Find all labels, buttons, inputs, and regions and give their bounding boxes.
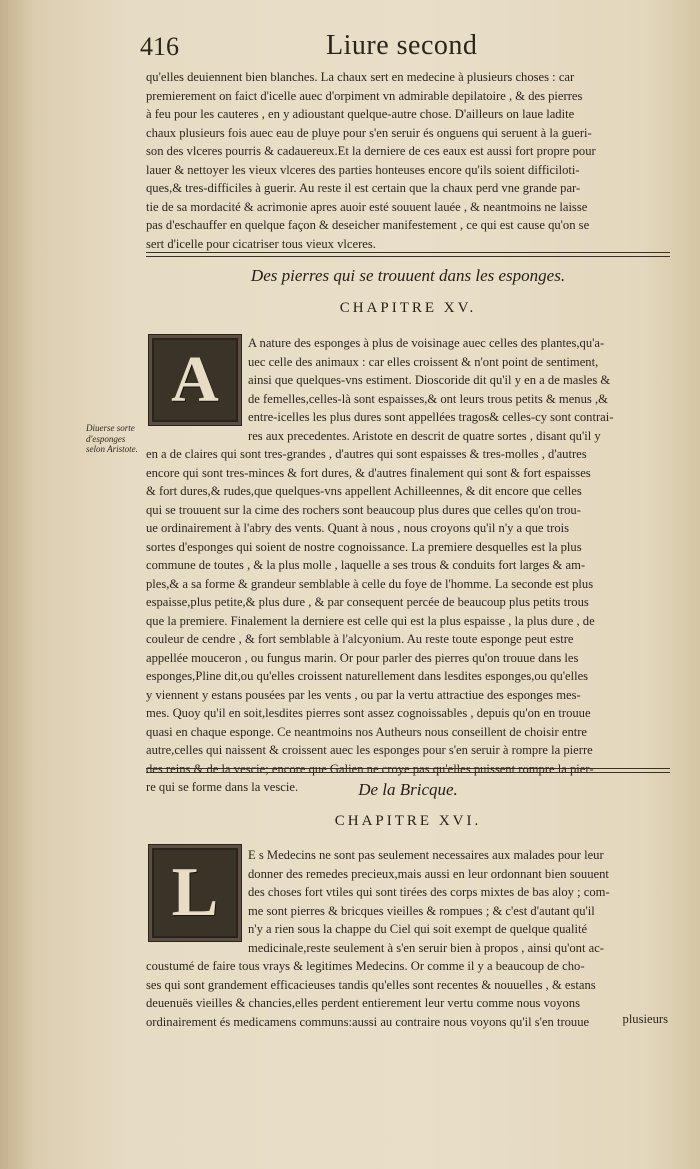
text-line: son des vlceres pourris & cadauereux.Et la derniere de ces eaux est aussi fort propre pour	[146, 144, 596, 158]
chapter-15-indented	[248, 334, 670, 445]
running-head: Liure second	[326, 30, 478, 61]
text-line: pas d'eschauffer en quelque façon & deseicher manifestement , ce qui est cause qu'on se	[146, 218, 590, 232]
text-line: uec celle des animaux : car elles croissent & n'ont point de sentiment,	[248, 354, 599, 369]
chapter-15-body	[146, 445, 670, 797]
dropcap-initial	[148, 844, 242, 942]
text-line: ue ordinairement à l'abry des vents. Quant à nous , nous croyons qu'il n'y a que trois	[146, 521, 570, 535]
text-line: res aux precedentes. Aristote en descrit de quatre sortes , disant qu'il y	[248, 428, 601, 443]
text-line: E s Medecins ne sont pas seulement necessaires aux malades pour leur	[248, 848, 604, 862]
text-line: espaisse,plus petite,& plus dure , & par consequent percée de beaucoup plus petits trous	[146, 595, 589, 609]
text-line: couleur de cendre , & fort semblable à l'alcyonium. Au reste toute esponge peut estre	[146, 632, 574, 646]
text-line: n'y a rien sous la chappe du Ciel qui soit exempt de quelque qualité	[248, 922, 588, 936]
section-rule	[146, 256, 670, 257]
text-line: re qui se forme dans la vescie.	[146, 780, 299, 794]
catchword: plusieurs	[622, 1012, 668, 1026]
page-header	[140, 30, 650, 64]
section-rule	[146, 772, 670, 773]
chapter-16-body	[146, 957, 670, 1031]
dropcap-letter: A	[171, 343, 219, 416]
text-line: encore qui sont tres-minces & fort dures, & d'autres finalement qui sont & fort espaisses	[146, 465, 591, 480]
text-line: de femelles,celles-là sont espaisses,& ont leurs trous petits & menus ,&	[248, 391, 608, 406]
text-line: chaux plusieurs fois auec eau de pluye pour s'en seruir és onguens qui seruent à la gueri-	[146, 125, 592, 140]
chapter-16-indented	[248, 846, 670, 957]
text-line: medicinale,reste seulement à s'en seruir bien à propos , ainsi qu'ont ac-	[248, 940, 604, 955]
text-line: & fort dures,& rudes,que quelques-vns appellent Achilleennes, & dit encore que celles	[146, 484, 582, 498]
text-line: y viennent y estans pousées par les vents , ou par la vertu attractiue des esponges mes-	[146, 687, 581, 702]
text-line: donner des remedes precieux,mais aussi en leur ordonnant bien souuent	[248, 866, 609, 881]
text-line: ques,& tres-difficiles à guerir. Au reste il est certain que la chaux perd vne grande par-	[146, 181, 581, 195]
text-line: ordinairement és medicamens communs:aussi au contraire nous voyons qu'il s'en trouue	[146, 1014, 590, 1029]
text-line: sert d'icelle pour cicatriser tous vieux vlceres.	[146, 236, 376, 251]
chapter-heading: CHAPITRE XV.	[339, 300, 477, 316]
text-line: ples,& a sa forme & grandeur semblable à celle du foye de l'homme. La seconde est plus	[146, 576, 594, 591]
text-line: commune de toutes , & la plus molle , laquelle a ses trous & conduits fort larges & am-	[146, 558, 586, 572]
text-line: deuenuës vieilles & chancies,elles perdent entierement leur vertu comme nous voyons	[146, 996, 580, 1010]
chapter-heading: CHAPITRE XVI.	[334, 813, 482, 829]
text-line: tie de sa mordacité & acrimonie apres auoir esté souuent lauée , & neantmoins ne laisse	[146, 199, 588, 214]
dropcap-letter: L	[171, 854, 219, 931]
text-line: esponges,Pline dit,ou qu'elles croissent naturellement dans lesdites esponges,ou qu'elles	[146, 669, 589, 683]
text-line: qui se trouuent sur la cime des rochers sont beaucoup plus dures que celles qu'on trou-	[146, 502, 581, 517]
text-line: ses qui sont grandement efficacieuses tandis qu'elles sont recentes & nouuelles , & estans	[146, 977, 596, 992]
section-title: Des pierres qui se trouuent dans les esponges.	[250, 266, 566, 285]
page-number: 416	[140, 32, 179, 61]
text-line: en a de claires qui sont tres-grandes , d'autres qui sont espaisses & tres-molles , d'autres	[146, 447, 587, 461]
section-title: De la Bricque.	[358, 780, 458, 799]
section-rule	[146, 768, 670, 769]
text-line: des choses fort vtiles qui sont tirées des corps mixtes de bas aloy ; com-	[248, 885, 610, 899]
text-line: appellée mouceron , ou fungus marin. Or pour parler des pierres qu'on trouue dans les	[146, 650, 579, 665]
margin-note: Diuerse sorte d'esponges selon Aristote.	[86, 423, 138, 454]
text-line: coustumé de faire tous vrays & legitimes Medecins. Or comme il y a beaucoup de cho-	[146, 959, 585, 973]
paragraph-top	[146, 68, 670, 253]
section-rule	[146, 252, 670, 253]
text-line: des reins & de la vescie; encore que Galien ne croye pas qu'elles puissent rompre la pier-	[146, 761, 594, 776]
text-line: lauer & nettoyer les vieux vlceres des parties honteuses encore qu'ils soient difficiloti-	[146, 162, 580, 177]
dropcap-initial	[148, 334, 242, 426]
text-line: à feu pour les cauteres , en y adioustant quelque-autre chose. D'ailleurs on laue ladite	[146, 107, 575, 121]
text-line: entre-icelles les plus dures sont appellées tragos& celles-cy sont contrai-	[248, 410, 614, 424]
text-line: premierement on faict d'icelle auec d'orpiment vn admirable depilatoire , & des pierres	[146, 88, 583, 103]
text-line: que la premiere. Finalement la derniere est celle qui est la plus espaisse , la plus dure , de	[146, 613, 595, 628]
text-line: quasi en chaque esponge. Ce neantmoins nos Autheurs nous conseillent de choisir entre	[146, 724, 588, 739]
text-line: sortes d'esponges qui soient de nostre cognoissance. La premiere desquelles est la plus	[146, 539, 582, 554]
text-line: qu'elles deuiennent bien blanches. La chaux sert en medecine à plusieurs choses : car	[146, 70, 575, 84]
text-line: ainsi que quelques-vns estiment. Dioscoride dit qu'il y en a de masles &	[248, 373, 611, 387]
text-line: A nature des esponges à plus de voisinage auec celles des plantes,qu'a-	[248, 336, 605, 350]
text-line: mes. Quoy qu'il en soit,lesdites pierres sont assez cognoissables , depuis qu'on en trouue	[146, 706, 591, 720]
text-line: autre,celles qui naissent & croissent auec les esponges pour s'en seruir à rompre la pierre	[146, 743, 593, 757]
text-line: me sont pierres & bricques vieilles & rompues ; & c'est d'autant qu'il	[248, 903, 595, 918]
